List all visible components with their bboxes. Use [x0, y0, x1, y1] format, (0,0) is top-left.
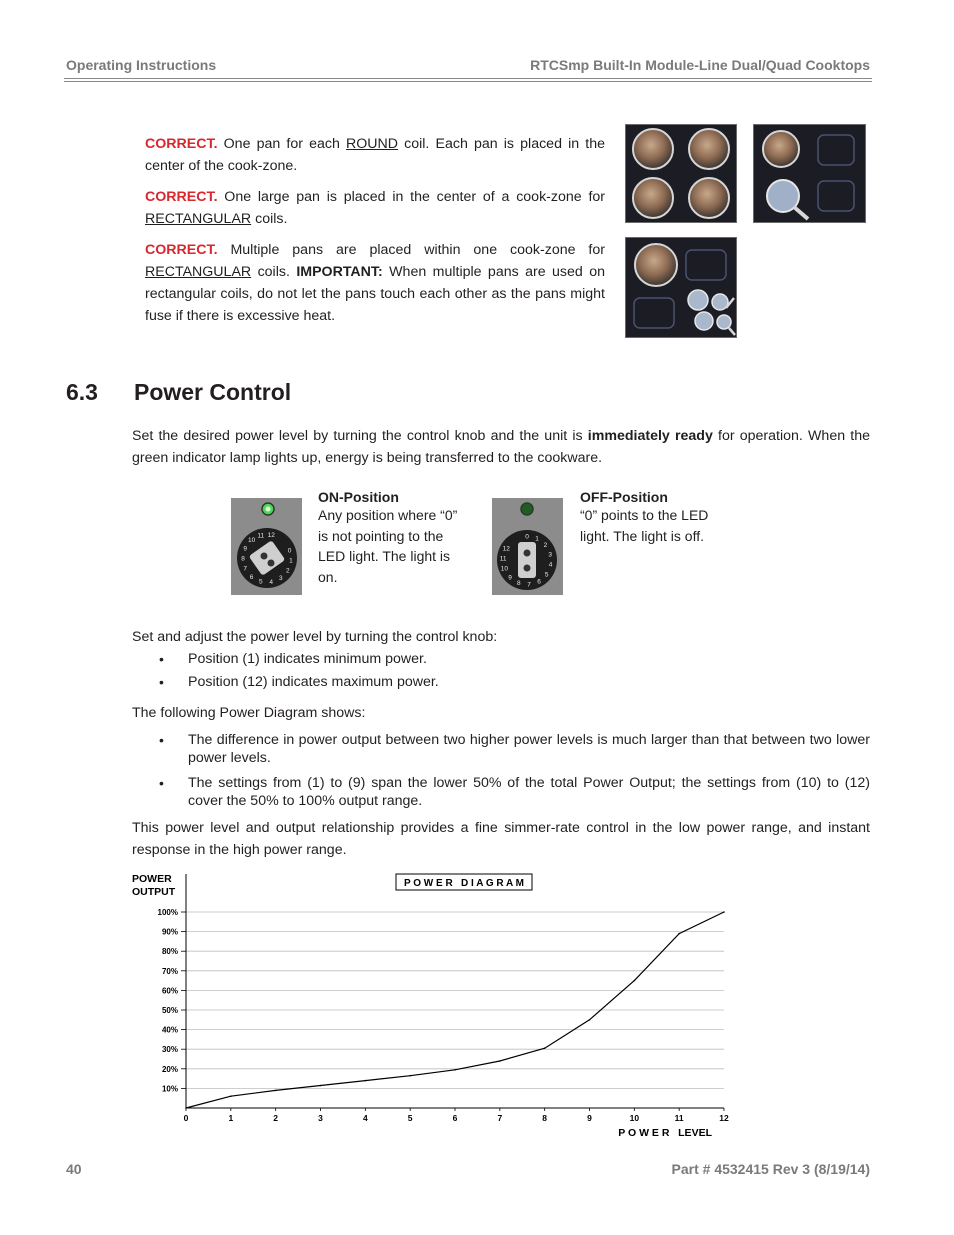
- correct-label: CORRECT.: [145, 189, 218, 205]
- knob-dial-label: 0: [287, 547, 292, 555]
- underlined-term: RECTANGULAR: [145, 264, 252, 280]
- y-tick-label: 40%: [161, 1025, 178, 1035]
- correct-round-paragraph: [145, 133, 605, 177]
- intro-paragraph: [132, 425, 870, 469]
- header-right: RTCSmp Built-In Module-Line Dual/Quad Cooktops: [530, 57, 870, 73]
- adjust-bullets: [132, 650, 870, 691]
- knob-dial-label: 1: [289, 557, 293, 565]
- off-position-caption: [580, 489, 730, 546]
- knob-dial-label: 5: [544, 571, 549, 579]
- x-tick-label: 10: [629, 1113, 640, 1123]
- knob-dial-label: 7: [243, 565, 248, 573]
- data-point: [589, 1019, 591, 1021]
- header-left: Operating Instructions: [66, 57, 217, 73]
- important-label: IMPORTANT:: [296, 264, 383, 280]
- text: When multiple pans are used on rectangular coils, do not let the pans touch each other as the pans might fuse if there is excessive heat.: [145, 264, 605, 324]
- text: One pan for each: [217, 136, 346, 152]
- knob-dial-label: 1: [535, 535, 539, 543]
- correct-label: CORRECT.: [145, 242, 218, 258]
- y-axis-label-line1: POWER: [132, 873, 172, 885]
- chart-y-ticks: [158, 908, 186, 1093]
- knob-off-illustration: [492, 498, 563, 595]
- cooktop-multi-pans-illustration: [626, 238, 736, 337]
- knob-on-illustration: [231, 498, 302, 595]
- relationship-paragraph: This power level and output relationship provides a fine simmer-rate control in the low power range, and instant response in the high power range.: [132, 820, 870, 858]
- header-rule-bottom: [64, 81, 872, 82]
- diagram-lead: The following Power Diagram shows:: [132, 705, 366, 721]
- correct-rect-paragraph: [145, 186, 605, 230]
- list-item: • Position (1) indicates minimum power.: [132, 650, 870, 668]
- underlined-term: ROUND: [345, 136, 399, 152]
- x-tick-label: 12: [719, 1113, 729, 1123]
- bold-text: immediately ready: [587, 428, 713, 444]
- off-position-title: OFF-Position: [580, 489, 668, 505]
- page-number: 40: [66, 1161, 82, 1177]
- text: One large pan is placed in the center of a cook-zone for: [217, 189, 605, 205]
- photo-multiple-pans-rect-zone: [625, 237, 737, 338]
- y-tick-label: 50%: [161, 1006, 178, 1015]
- on-position-caption: [318, 489, 468, 587]
- correct-label: CORRECT.: [145, 136, 218, 152]
- chart-grid: [186, 912, 724, 1088]
- on-position-title: ON-Position: [318, 489, 399, 505]
- text: Set the desired power level by turning the control knob and the unit is: [132, 428, 588, 444]
- chart-title: P O W E R D I A G R A M: [403, 878, 525, 889]
- y-tick-label: 10%: [161, 1084, 178, 1094]
- section-heading-text: [66, 379, 291, 406]
- y-tick-label: 90%: [161, 927, 178, 937]
- y-tick-label: 100%: [157, 908, 178, 917]
- on-position-text: Any position where “0” is not pointing to the LED light. The light is on.: [318, 507, 458, 585]
- data-point: [365, 1080, 367, 1082]
- data-point: [409, 1075, 411, 1077]
- data-point: [275, 1090, 277, 1092]
- y-tick-label: 80%: [161, 947, 178, 957]
- knob-dial-label: 8: [516, 580, 521, 588]
- knob-dial-label: 0: [525, 533, 529, 541]
- cooktop-two-pans-illustration: [754, 125, 865, 222]
- knob-dial-label: 7: [527, 581, 531, 589]
- y-tick-label: 20%: [161, 1064, 178, 1074]
- x-tick-label: 4: [362, 1113, 368, 1123]
- data-point: [185, 1107, 187, 1109]
- knob-dial-label: 5: [258, 578, 263, 586]
- x-tick-label: 1: [228, 1113, 234, 1123]
- data-point: [454, 1069, 456, 1071]
- correct-multi-paragraph: [145, 239, 605, 327]
- knob-dial-label: 3: [548, 551, 553, 559]
- photo-four-pans-round-coils: [625, 124, 737, 223]
- knob-dial-label: 11: [257, 532, 265, 540]
- knob-dial-label: 11: [499, 555, 507, 563]
- knob-dial-label: 6: [249, 573, 254, 581]
- section-title: Power Control: [133, 379, 292, 405]
- knob-dial-label: 3: [278, 575, 283, 583]
- text: for operation. When the green indicator lamp lights up, energy is being transferred to the cookware.: [132, 428, 870, 466]
- x-tick-label: 8: [542, 1113, 548, 1123]
- adjust-list: [132, 650, 870, 691]
- diagram-bullet-list: [132, 731, 870, 810]
- knob-dial-label: 4: [548, 561, 553, 569]
- part-number: Part # 4532415 Rev 3 (8/19/14): [671, 1161, 870, 1177]
- knob-dial-label: 6: [537, 578, 541, 586]
- y-axis-label-line2: OUTPUT: [132, 886, 176, 898]
- data-point: [320, 1085, 322, 1087]
- power-diagram: [120, 868, 740, 1143]
- knob-off-position-photo: [492, 498, 563, 595]
- chart-axes: [186, 874, 724, 1108]
- list-item: • The settings from (1) to (9) span the lower 50% of the total Power Output; the settings from (10) to (12) cover the 50% to 100% output range.: [132, 774, 870, 810]
- list-item: • The difference in power output between two higher power levels is much larger than that between two lower power levels.: [132, 731, 870, 767]
- x-tick-label: 6: [452, 1113, 458, 1123]
- x-tick-label: 9: [587, 1113, 592, 1123]
- knob-dial-label: 9: [508, 574, 512, 582]
- knob-dial-label: 2: [285, 567, 290, 575]
- knob-on-position-photo: [231, 498, 302, 595]
- list-item: • Position (12) indicates maximum power.: [132, 673, 870, 691]
- x-tick-label: 7: [497, 1113, 503, 1123]
- x-tick-label: 3: [318, 1113, 323, 1123]
- header-rule-top: [64, 78, 872, 79]
- data-point: [230, 1095, 232, 1097]
- y-tick-label: 70%: [161, 966, 178, 976]
- text: coil. Each pan is placed in the center of the cook-zone.: [145, 136, 605, 174]
- text: coils.: [251, 264, 297, 280]
- x-axis-label: P O W E R LEVEL: [618, 1127, 712, 1139]
- knob-dial-label: 10: [247, 537, 256, 545]
- off-position-text: “0” points to the LED light. The light is off.: [580, 507, 709, 544]
- knob-dial-label: 2: [543, 542, 548, 550]
- data-point: [723, 911, 725, 913]
- power-diagram-chart: [120, 868, 740, 1143]
- knob-dial-label: 12: [267, 531, 275, 539]
- diagram-bullets: [132, 731, 870, 810]
- knob-dial-label: 4: [269, 579, 274, 587]
- section-number: 6.3: [66, 379, 98, 405]
- knob-dial-label: 12: [502, 545, 510, 553]
- data-point: [499, 1060, 501, 1062]
- x-tick-label: 11: [674, 1113, 684, 1123]
- chart-x-ticks: [184, 1108, 729, 1123]
- x-tick-label: 5: [407, 1113, 413, 1123]
- x-tick-label: 2: [273, 1113, 279, 1123]
- y-tick-label: 30%: [161, 1045, 178, 1055]
- cooktop-four-pans-illustration: [626, 125, 736, 222]
- x-tick-label: 0: [183, 1113, 189, 1123]
- data-point: [678, 933, 680, 935]
- data-point: [634, 980, 636, 982]
- text: coils.: [251, 211, 288, 227]
- knob-dial-label: 8: [241, 555, 245, 563]
- underlined-term: RECTANGULAR: [145, 211, 252, 227]
- knob-dial-label: 10: [500, 565, 509, 573]
- adjust-lead: Set and adjust the power level by turning the control knob:: [132, 629, 498, 645]
- section-heading: [66, 379, 291, 406]
- text: Multiple pans are placed within one cook-zone for: [217, 242, 605, 258]
- data-point: [544, 1047, 546, 1049]
- y-tick-label: 60%: [161, 986, 178, 996]
- knob-dial-label: 9: [243, 545, 248, 553]
- photo-pan-and-skillet: [753, 124, 866, 223]
